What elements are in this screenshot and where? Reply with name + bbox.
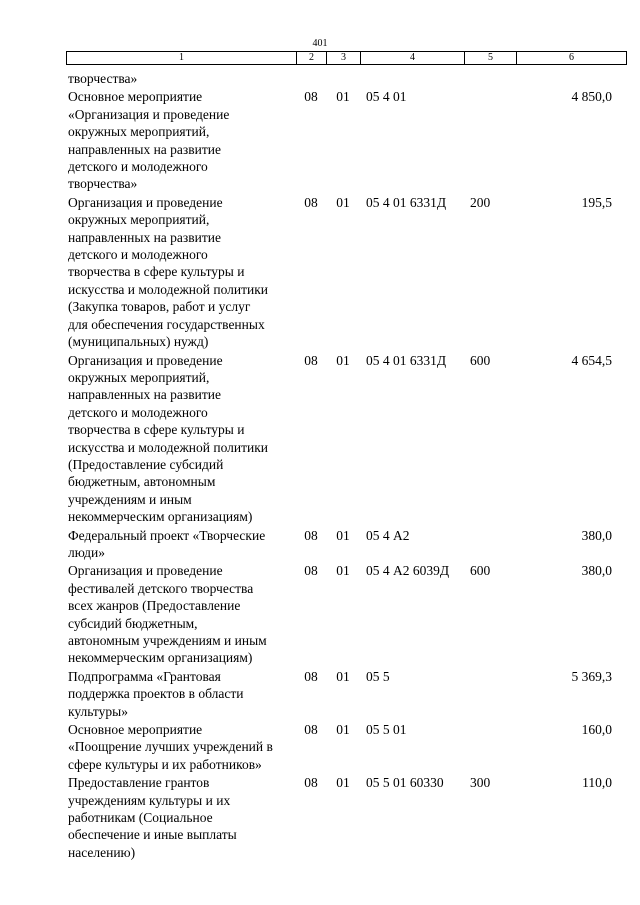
continuation-text: творчества»	[68, 71, 138, 86]
row-section: 08	[304, 194, 318, 210]
row-expense-type: 300	[470, 775, 491, 791]
row-section: 08	[304, 775, 318, 791]
row-section: 08	[304, 352, 318, 368]
row-subsection: 01	[336, 775, 350, 791]
header-col-1: 1	[67, 52, 297, 65]
row-name-line: Предоставление грантов	[68, 775, 210, 791]
row-subsection: 01	[336, 563, 350, 579]
page-number: 401	[312, 38, 328, 49]
row-expense-type: 600	[470, 563, 491, 579]
row-expense-type: 200	[470, 194, 491, 210]
row-amount: 4 850,0	[571, 89, 613, 105]
row-target-code: 05 4 А2 6039Д	[366, 563, 450, 579]
row-name	[66, 667, 296, 720]
row-name-line: культуры»	[68, 703, 128, 719]
row-name-line: направленных на развитие	[68, 141, 221, 157]
row-name-line: субсидий бюджетным,	[68, 615, 198, 631]
row-expense-type	[464, 667, 516, 720]
row-name-line: окружных мероприятий,	[68, 212, 210, 228]
table-row	[66, 87, 626, 192]
table-row	[66, 561, 626, 666]
row-target-code: 05 5 01	[366, 722, 407, 738]
row-name	[66, 351, 296, 526]
row-name	[66, 720, 296, 773]
row-name-line: фестивалей детского творчества	[68, 580, 254, 596]
row-name-line: бюджетным, автономным	[68, 474, 216, 490]
row-name-line: окружных мероприятий,	[68, 369, 210, 385]
row-name-line: люди»	[68, 544, 105, 560]
row-name-line: (Закупка товаров, работ и услуг	[68, 299, 251, 315]
row-name-line: Организация и проведение	[68, 194, 223, 210]
row-name-line: окружных мероприятий,	[68, 124, 210, 140]
table-row	[66, 720, 626, 773]
row-name-line: всех жанров (Предоставление	[68, 598, 241, 614]
budget-table	[66, 70, 626, 861]
row-amount: 110,0	[582, 775, 613, 791]
header-col-2: 2	[297, 52, 327, 65]
row-amount: 195,5	[581, 194, 613, 210]
row-amount: 5 369,3	[571, 668, 613, 684]
row-section: 08	[304, 89, 318, 105]
header-col-5: 5	[465, 52, 517, 65]
row-target-code: 05 5 01 60330	[366, 775, 444, 791]
row-name	[66, 87, 296, 192]
row-name-line: Организация и проведение	[68, 352, 223, 368]
header-col-6: 6	[517, 52, 627, 65]
row-name-line: Подпрограмма «Грантовая	[68, 668, 221, 684]
row-name-line: Основное мероприятие	[68, 89, 203, 105]
row-target-code: 05 4 01 6331Д	[366, 352, 447, 368]
row-name-line: «Поощрение лучших учреждений в	[68, 739, 273, 755]
row-section: 08	[304, 563, 318, 579]
row-name-line: сфере культуры и их работников»	[68, 756, 262, 772]
row-amount: 160,0	[581, 722, 613, 738]
row-target-code: 05 4 01	[366, 89, 407, 105]
row-expense-type	[464, 526, 516, 562]
row-name-line: творчества в сфере культуры и	[68, 422, 245, 438]
row-name-line: (Предоставление субсидий	[68, 456, 224, 472]
table-row	[66, 193, 626, 351]
row-name-line: творчества»	[68, 176, 138, 192]
row-name-line: (муниципальных) нужд)	[68, 334, 209, 350]
row-name-line: детского и молодежного	[68, 404, 208, 420]
row-expense-type	[464, 87, 516, 192]
row-name-line: искусства и молодежной политики	[68, 281, 269, 297]
row-name-line: творчества в сфере культуры и	[68, 264, 245, 280]
row-name-line: направленных на развитие	[68, 387, 221, 403]
row-name	[66, 773, 296, 861]
row-name-line: Организация и проведение	[68, 563, 223, 579]
row-target-code: 05 4 А2	[366, 527, 410, 543]
row-name-line: некоммерческим организациям)	[68, 509, 253, 525]
row-section: 08	[304, 527, 318, 543]
row-name-line: «Организация и проведение	[68, 106, 230, 122]
header-row	[67, 52, 627, 65]
continuation-row	[66, 70, 626, 87]
row-name-line: обеспечение и иные выплаты	[68, 827, 237, 843]
budget-rows	[66, 70, 626, 861]
row-name-line: работникам (Социальное	[68, 810, 213, 826]
row-expense-type: 600	[470, 352, 491, 368]
row-name-line: Федеральный проект «Творческие	[68, 527, 266, 543]
table-row	[66, 526, 626, 562]
column-number-header	[66, 51, 627, 65]
header-col-3: 3	[327, 52, 361, 65]
row-subsection: 01	[336, 194, 350, 210]
row-name-line: искусства и молодежной политики	[68, 439, 269, 455]
row-name-line: для обеспечения государственных	[68, 316, 265, 332]
row-name-line: учреждениям и иным	[68, 491, 192, 507]
table-row	[66, 773, 626, 861]
row-name-line: детского и молодежного	[68, 159, 208, 175]
row-name	[66, 526, 296, 562]
row-name	[66, 561, 296, 666]
row-amount: 380,0	[581, 527, 613, 543]
row-subsection: 01	[336, 722, 350, 738]
row-amount: 4 654,5	[571, 352, 613, 368]
row-amount: 380,0	[581, 563, 613, 579]
row-subsection: 01	[336, 89, 350, 105]
table-row	[66, 351, 626, 526]
row-name-line: учреждениям культуры и их	[68, 792, 231, 808]
row-name-line: направленных на развитие	[68, 229, 221, 245]
row-subsection: 01	[336, 668, 350, 684]
row-name-line: детского и молодежного	[68, 247, 208, 263]
row-section: 08	[304, 722, 318, 738]
row-name-line: некоммерческим организациям)	[68, 650, 253, 666]
row-name	[66, 193, 296, 351]
row-subsection: 01	[336, 527, 350, 543]
row-section: 08	[304, 668, 318, 684]
header-col-4: 4	[361, 52, 465, 65]
row-target-code: 05 4 01 6331Д	[366, 194, 447, 210]
row-target-code: 05 5	[366, 668, 390, 684]
row-name-line: поддержка проектов в области	[68, 686, 244, 702]
row-name-line: Основное мероприятие	[68, 722, 203, 738]
table-row	[66, 667, 626, 720]
row-expense-type	[464, 720, 516, 773]
row-name-line: населению)	[68, 844, 136, 860]
row-subsection: 01	[336, 352, 350, 368]
row-name-line: автономным учреждениям и иным	[68, 633, 267, 648]
